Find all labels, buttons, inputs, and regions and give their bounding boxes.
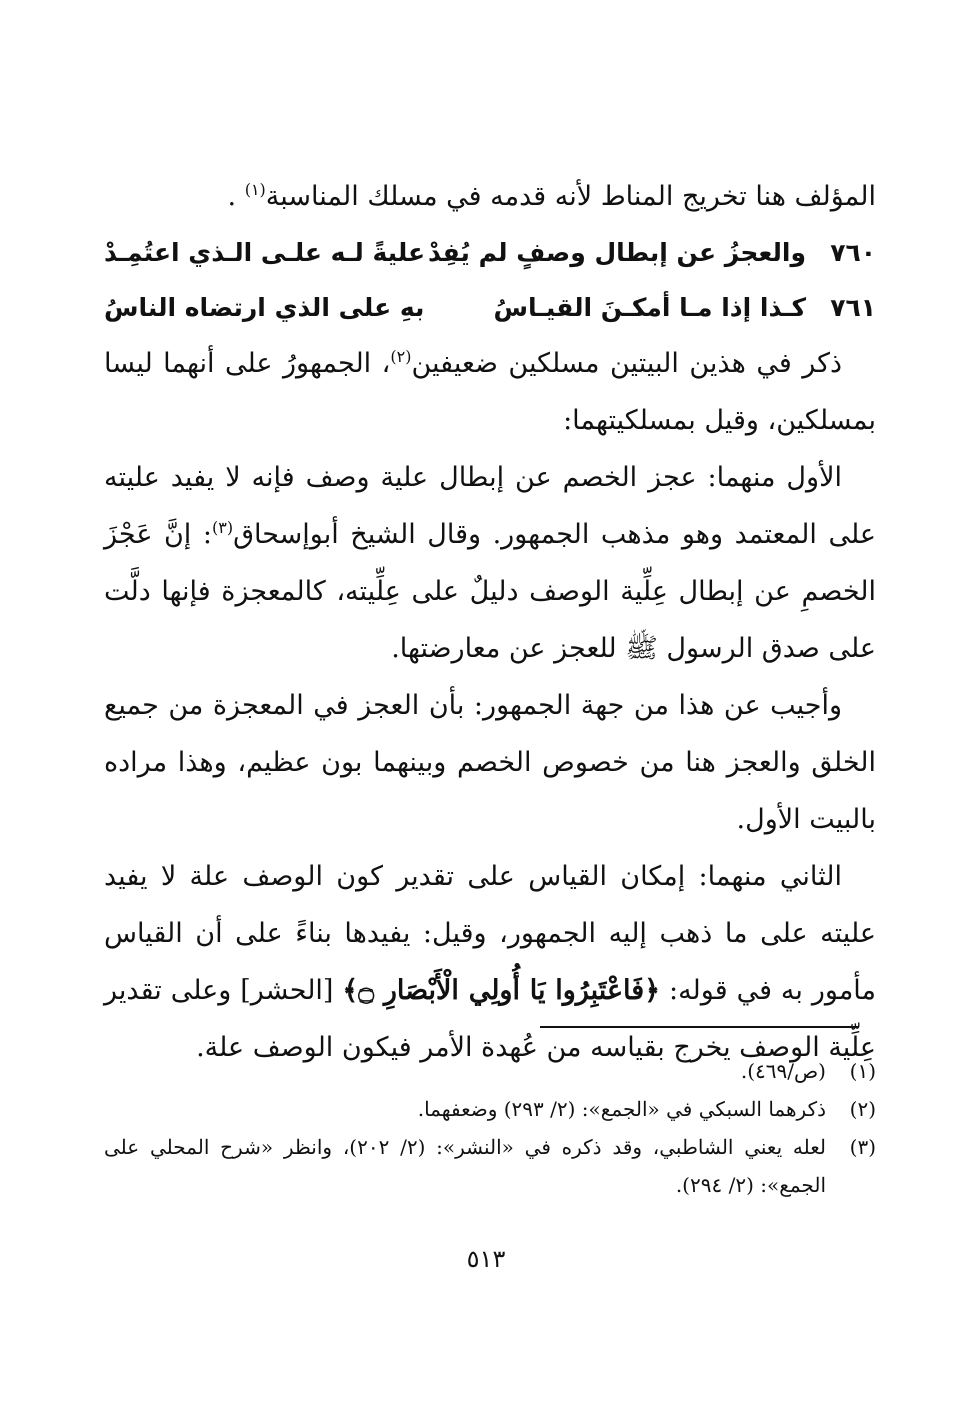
paragraph-majority-reply-text: وأجيب عن هذا من جهة الجمهور: بأن العجز في المعجزة من جميع الخلق والعجز هنا من خصوص الخصم وبينهما بون عظيم، وهذا مراده بالبيت الأول. bbox=[104, 690, 876, 835]
verse-number: ٧٦٠ bbox=[830, 238, 876, 267]
footnote-text: ذكرهما السبكي في «الجمع»: (٢/ ٢٩٣) وضعفهما. bbox=[417, 1097, 826, 1121]
paragraph-first-path-start: الأول منهما: عجز الخصم عن إبطال علية وصف فإنه لا يفيد عليته على المعتمد وهو مذهب الجمهور. وقال الشيخ أبوإسحاق bbox=[104, 462, 877, 550]
paragraph-first-path-end: : إنَّ عَجْزَ الخصمِ عن إبطال عِلِّية الوصف دليلٌ على عِلِّيته، كالمعجزة فإنها دلَّت على صدق الرسول ﷺ للعجز عن معارضتها. bbox=[104, 519, 876, 664]
verse-hemistich-first: والعجزُ عن إبطال وصفٍ لم يُفِدْ bbox=[428, 238, 806, 267]
verse-hemistich-second: عليةً لـه علـى الـذي اعتُمِـدْ bbox=[104, 238, 426, 267]
verse-number: ٧٦١ bbox=[830, 293, 876, 322]
footnote-ref-2[interactable]: (٢) bbox=[390, 347, 412, 366]
verse-hemistich-second: بهِ على الذي ارتضاه الناسُ bbox=[104, 293, 425, 322]
paragraph-majority-reply bbox=[104, 677, 876, 848]
footnote-1 bbox=[104, 1052, 876, 1090]
verse-761 bbox=[104, 280, 876, 335]
quran-source: [الحشر] bbox=[240, 975, 334, 1006]
footnote-separator bbox=[540, 1026, 858, 1028]
footnote-number: (٣) bbox=[849, 1135, 876, 1159]
footnotes bbox=[104, 1052, 876, 1204]
footnote-ref-1[interactable]: (١) bbox=[244, 180, 266, 199]
paragraph-two-paths-start: ذكر في هذين البيتين مسلكين ضعيفين bbox=[411, 348, 842, 379]
verse-hemistich-first: كـذا إذا مـا أمكـنَ القيـاسُ bbox=[493, 293, 806, 322]
paragraph-intro bbox=[104, 168, 876, 225]
footnote-2 bbox=[104, 1090, 876, 1128]
paragraph-intro-text: المؤلف هنا تخريج المناط لأنه قدمه في مسلك المناسبة bbox=[265, 181, 876, 212]
paragraph-second-path-start: الثاني منهما: إمكان القياس على تقدير كون الوصف علة لا يفيد عليته على ما ذهب إليه الجمهور، وقيل: يفيدها بناءً على أن القياس مأمور به في قوله: bbox=[104, 861, 876, 1006]
paragraph-two-paths-end: ، الجمهورُ على أنهما ليسا بمسلكين، وقيل بمسلكيتهما: bbox=[104, 348, 876, 436]
footnote-3 bbox=[104, 1128, 876, 1204]
footnote-number: (١) bbox=[849, 1059, 876, 1083]
footnote-text: لعله يعني الشاطبي، وقد ذكره في «النشر»: (٢/ ٢٠٢)، وانظر «شرح المحلي على الجمع»: (٢/ ٢٩٤). bbox=[104, 1135, 826, 1197]
paragraph-first-path bbox=[104, 449, 876, 677]
page-number: ٥١٣ bbox=[466, 1245, 506, 1273]
verse-760 bbox=[104, 225, 876, 280]
footnote-number: (٢) bbox=[849, 1097, 876, 1121]
footnote-text: (ص/٤٦٩). bbox=[740, 1059, 826, 1083]
quran-verse: ﴿فَاعْتَبِرُوا يَا أُولِي الْأَبْصَارِ ۝﴾ bbox=[342, 975, 661, 1006]
paragraph-second-path-end: وعلى تقدير عِلِّية الوصف يخرج بقياسه من عُهدة الأمر فيكون الوصف علة. bbox=[104, 975, 876, 1063]
footnote-ref-3[interactable]: (٣) bbox=[211, 518, 234, 537]
paragraph-second-path bbox=[104, 848, 876, 1076]
main-text bbox=[104, 168, 876, 1076]
paragraph-intro-end: . bbox=[227, 181, 237, 212]
paragraph-two-paths bbox=[104, 335, 876, 449]
